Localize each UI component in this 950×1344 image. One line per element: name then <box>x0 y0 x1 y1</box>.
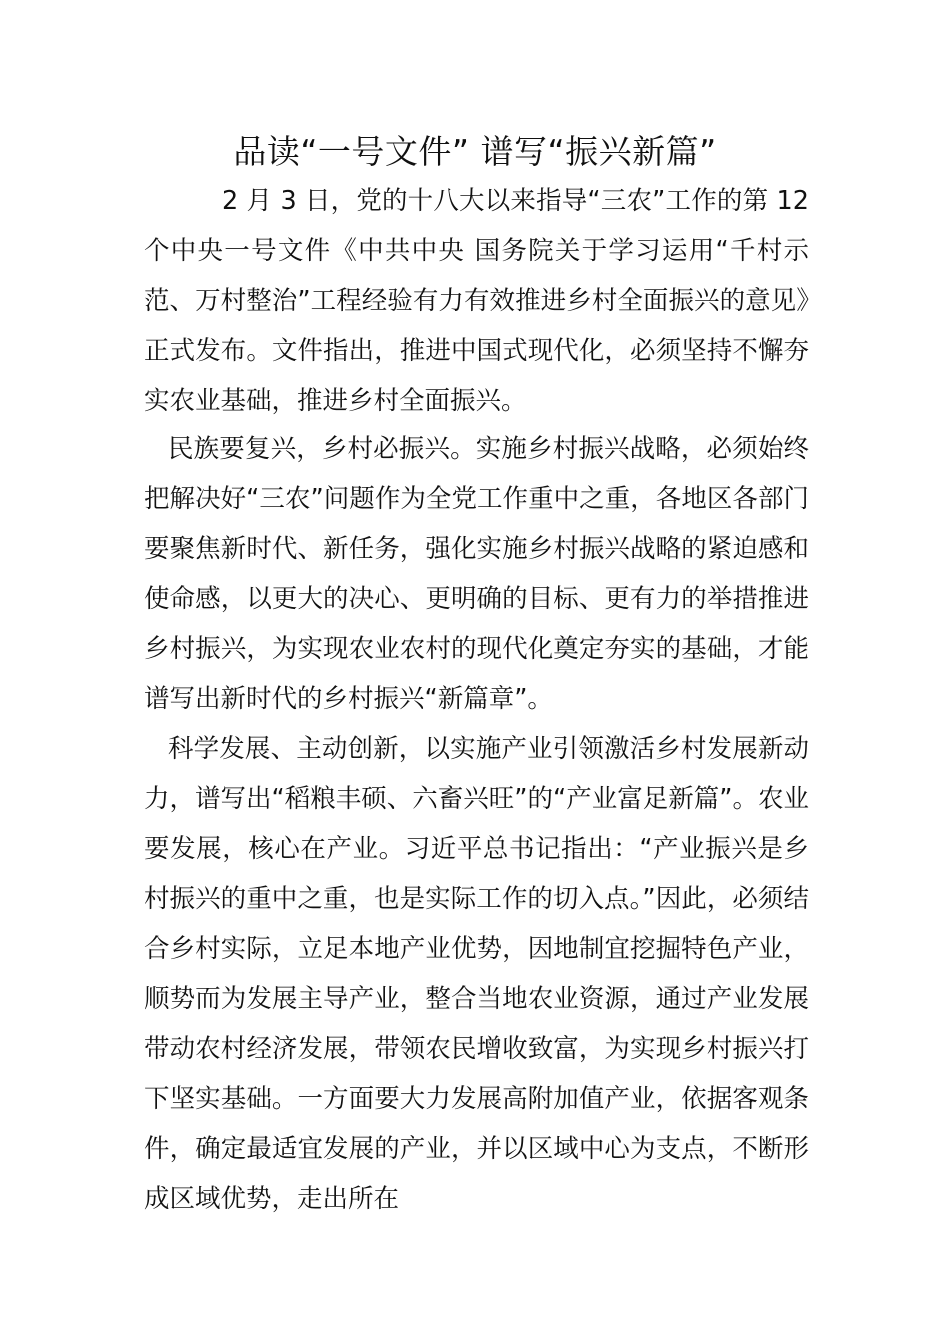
paragraph-industry: 科学发展、主动创新，以实施产业引领激活乡村发展新动力，谱写出“稻粮丰硕、六畜兴旺”的“产业富足新篇”。农业要发展，核心在产业。习近平总书记指出：“产业振兴是乡村振兴的重中之重，也是实际工作的切入点。”因此，必须结合乡村实际，立足本地产业优势，因地制宜挖掘特色产业，顺势而为发展主导产业，整合当地农业资源，通过产业发展带动农村经济发展，带领农民增收致富，为实现乡村振兴打下坚实基础。一方面要大力发展高附加值产业，依据客观条件，确定最适宜发展的产业，并以区域中心为支点，不断形成区域优势，走出所在 <box>144 734 809 1214</box>
document-title: 品读“一号文件” 谱写“振兴新篇” <box>233 132 717 171</box>
paragraph-intro: 2 月 3 日，党的十八大以来指导“三农”工作的第 12 个中央一号文件《中共中央 国务院关于学习运用“千村示范、万村整治”工程经验有力有效推进乡村全面振兴的意见》正式发布。文件指出，推进中国式现代化，必须坚持不懈夯实农业基础，推进乡村全面振兴。 <box>144 186 809 416</box>
paragraph-rural-revival: 民族要复兴，乡村必振兴。实施乡村振兴战略，必须始终把解决好“三农”问题作为全党工作重中之重，各地区各部门要聚焦新时代、新任务，强化实施乡村振兴战略的紧迫感和使命感，以更大的决心、更明确的目标、更有力的举措推进乡村振兴，为实现农业农村的现代化奠定夯实的基础，才能谱写出新时代的乡村振兴“新篇章”。 <box>144 434 809 714</box>
